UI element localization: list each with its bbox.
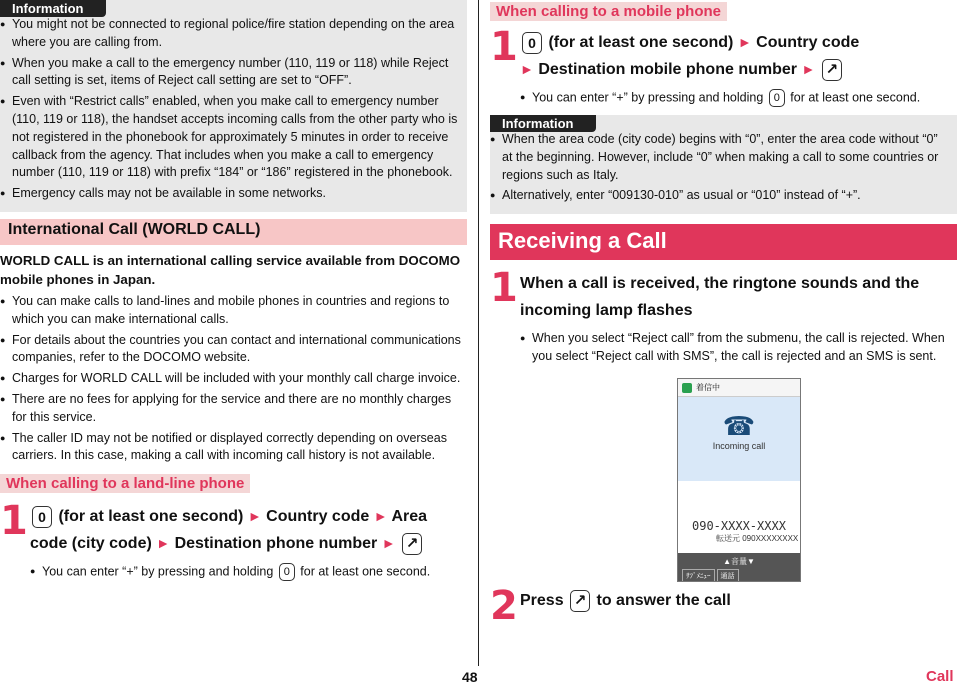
list-item: ● For details about the countries you can contact and international communications companies, refer to the DOCOMO website.: [0, 332, 467, 368]
list-item: ● There are no fees for applying for the service and there are no monthly charges for this service.: [0, 391, 467, 427]
step-receive-2: [490, 583, 957, 629]
incoming-label: Incoming call: [712, 441, 766, 451]
list-item: ● The caller ID may not be notified or displayed correctly depending on overseas carriers. In this case, making a call with incoming call history is not available.: [0, 430, 467, 466]
list-item: ● When you select “Reject call” from the submenu, the call is rejected. When you select “Reject call with SMS”, the call is rejected and an SMS is sent.: [520, 330, 957, 366]
step-part: (for at least one second): [58, 508, 244, 526]
info-list: [0, 16, 461, 203]
arrow-icon: ►: [381, 535, 396, 552]
list-item: ● When the area code (city code) begins with “0”, enter the area code without “0” at the beginning. However, include “0” when making a call to some countries or regions such as Italy.: [490, 131, 951, 184]
info-tag: Information: [490, 115, 596, 132]
info-box-emergency: [0, 0, 467, 212]
arrow-icon: ►: [520, 61, 534, 77]
list-item: ● Charges for WORLD CALL will be included with your monthly call charge invoice.: [0, 370, 467, 388]
page-number: 48: [462, 669, 478, 685]
step-text: [520, 29, 957, 83]
list-item: [520, 89, 957, 107]
info-list: [490, 131, 951, 205]
note-pre: You can enter “+” by pressing and holding: [532, 90, 764, 105]
arrow-icon: ►: [156, 535, 171, 552]
arrow-icon: ►: [247, 508, 262, 525]
step-text: When a call is received, the ringtone sounds and the incoming lamp flashes: [520, 275, 920, 320]
list-item: ● Emergency calls may not be available in some networks.: [0, 185, 461, 203]
step-mobile: [490, 24, 957, 107]
step-note: [30, 563, 467, 581]
list-item: ● Even with “Restrict calls” enabled, when you make call to emergency number (110, 119 or 118), the handset accepts incoming calls from the other party who is not registered in the phonebook for approximately 5 minutes in order to receive callback from the agency. That includes when you make a call to emergency number (110, 119 or 118) with prefix “184” or “186” registered in the phonebook.: [0, 93, 461, 182]
list-item: ● When you make a call to the emergency number (110, 119 or 118) while Reject call setting is set, items of Reject call setting are set to “OFF”.: [0, 55, 461, 91]
phone-icon: [682, 383, 692, 393]
step-part: Press: [520, 592, 564, 609]
step-receive-1: [490, 265, 957, 366]
sub-head-landline: When calling to a land-line phone: [0, 474, 250, 493]
step-text: [520, 588, 957, 614]
step-number: 2: [490, 583, 518, 629]
forward-number: 転送元 090XXXXXXXX: [716, 534, 799, 543]
section-title-receiving: Receiving a Call: [490, 224, 957, 260]
list-item: ● You might not be connected to regional police/fire station depending on the area where you are calling from.: [0, 16, 461, 52]
phone-status-text: 着信中: [696, 383, 720, 392]
phone-number-area: [678, 481, 800, 553]
left-column: [0, 0, 467, 584]
call-key-icon: ↗: [822, 59, 842, 81]
note-post: for at least one second.: [300, 564, 431, 579]
caller-number: 090-XXXX-XXXX: [692, 519, 786, 533]
step-part: (for at least one second): [548, 34, 734, 51]
call-key-icon: ↗: [402, 533, 422, 555]
list-item: ● Alternatively, enter “009130-010” as usual or “010” instead of “+”.: [490, 187, 951, 205]
zero-key-icon: 0: [522, 32, 542, 54]
step-number: 1: [0, 498, 28, 545]
step-part: to answer the call: [596, 592, 731, 609]
step-number: 1: [490, 24, 518, 70]
note-pre: You can enter “+” by pressing and holding: [42, 564, 274, 579]
step-text: [30, 503, 467, 557]
list-item: [30, 563, 467, 581]
step-part: Destination mobile phone number: [538, 61, 797, 78]
arrow-icon: ►: [801, 61, 816, 77]
phone-main: [678, 411, 800, 481]
zero-key-icon: 0: [32, 506, 52, 528]
intro-text: WORLD CALL is an international calling service available from DOCOMO mobile phones in Japan.: [0, 252, 461, 287]
call-key-icon: ↗: [570, 590, 590, 612]
info-box-area-code: [490, 115, 957, 214]
phone-screen-illustration: [677, 378, 801, 582]
arrow-icon: ►: [373, 508, 388, 525]
step-number: 1: [490, 265, 518, 312]
step-part: Country code: [266, 508, 370, 526]
phone-soft-keys: [678, 553, 800, 582]
volume-label: ▲音量▼: [723, 557, 755, 566]
step-note: [520, 89, 957, 107]
sub-head-mobile: When calling to a mobile phone: [490, 2, 727, 21]
note-post: for at least one second.: [790, 90, 921, 105]
soft-key-row: [678, 569, 800, 582]
talk-softkey: 通話: [717, 569, 739, 582]
world-call-list: [0, 293, 467, 465]
zero-key-icon: 0: [769, 89, 785, 107]
info-tag: Information: [0, 0, 106, 17]
step-part: Destination phone number: [174, 535, 378, 553]
right-column: [490, 0, 957, 369]
step-note: [520, 330, 957, 366]
submenu-softkey: ｻﾌﾞﾒﾆｭｰ: [682, 569, 715, 582]
step-part: Country code: [756, 34, 860, 51]
step-part: Area code (city code): [30, 508, 428, 553]
phone-status-bar: [678, 379, 800, 397]
arrow-icon: ►: [737, 34, 752, 50]
column-divider: [478, 0, 479, 666]
zero-key-icon: 0: [279, 563, 295, 581]
list-item: ● You can make calls to land-lines and mobile phones in countries and regions to which you can make international calls.: [0, 293, 467, 329]
section-title-world-call: International Call (WORLD CALL): [0, 219, 467, 245]
footer-section-link[interactable]: Call: [926, 668, 954, 685]
handset-icon: ☎: [722, 411, 756, 441]
step-landline: [0, 498, 467, 581]
